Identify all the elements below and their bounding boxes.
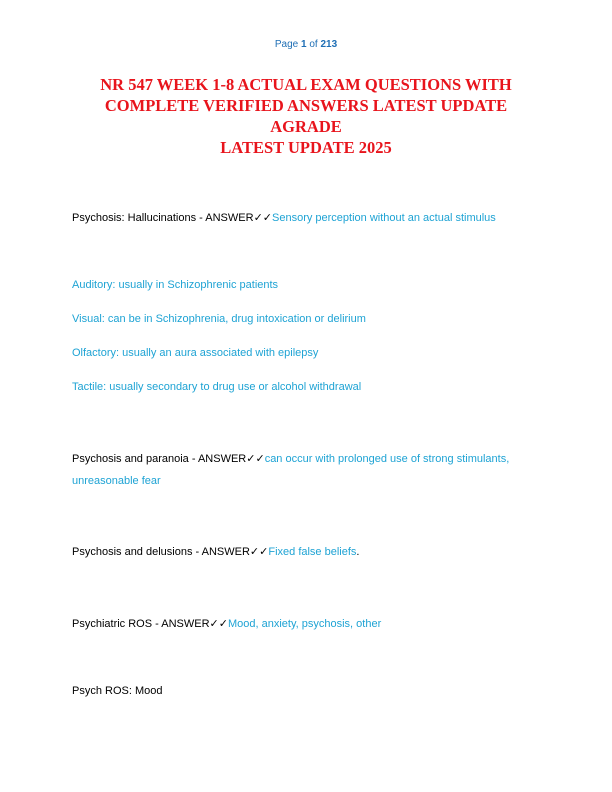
page-number — [0, 39, 612, 50]
question-text: Psychosis: Hallucinations - ANSWER — [72, 212, 254, 224]
checkmark-icon: ✓✓ — [209, 617, 228, 630]
page-current: 1 — [300, 39, 307, 50]
question-text: Psychiatric ROS - ANSWER — [72, 618, 210, 630]
qa-psych-ros-mood — [72, 685, 162, 697]
checkmark-icon: ✓✓ — [249, 545, 269, 558]
qa-delusions — [72, 545, 359, 558]
trailing-period: . — [356, 546, 360, 558]
question-text: Psych ROS: Mood — [72, 685, 163, 697]
title-line-2: COMPLETE VERIFIED ANSWERS LATEST UPDATE AGRADE — [104, 96, 508, 136]
title-line-3: LATEST UPDATE 2025 — [220, 138, 392, 157]
detail-tactile: Tactile: usually secondary to drug use or alcohol withdrawal — [72, 381, 362, 393]
answer-text: Mood, anxiety, psychosis, other — [227, 618, 382, 630]
answer-text: Fixed false beliefs — [268, 546, 357, 558]
checkmark-icon: ✓✓ — [253, 211, 272, 224]
question-text: Psychosis and paranoia - ANSWER — [72, 453, 247, 465]
answer-text: Sensory perception without an actual stimulus — [272, 212, 496, 224]
detail-auditory: Auditory: usually in Schizophrenic patients — [72, 279, 279, 291]
page-total: 213 — [320, 39, 338, 50]
document-title — [70, 74, 542, 158]
qa-psychiatric-ros — [72, 617, 381, 630]
detail-visual: Visual: can be in Schizophrenia, drug intoxication or delirium — [72, 313, 366, 325]
answer-continuation: unreasonable fear — [72, 475, 161, 487]
answer-text: can occur with prolonged use of strong stimulants, — [264, 453, 510, 465]
page-of: of — [306, 39, 321, 50]
page-prefix: Page — [274, 39, 301, 50]
question-text: Psychosis and delusions - ANSWER — [72, 546, 250, 558]
qa-hallucinations — [72, 211, 496, 224]
title-line-1: NR 547 WEEK 1-8 ACTUAL EXAM QUESTIONS WITH — [100, 75, 512, 94]
qa-paranoia — [72, 452, 509, 465]
detail-olfactory: Olfactory: usually an aura associated with epilepsy — [72, 347, 319, 359]
checkmark-icon: ✓✓ — [246, 452, 265, 465]
